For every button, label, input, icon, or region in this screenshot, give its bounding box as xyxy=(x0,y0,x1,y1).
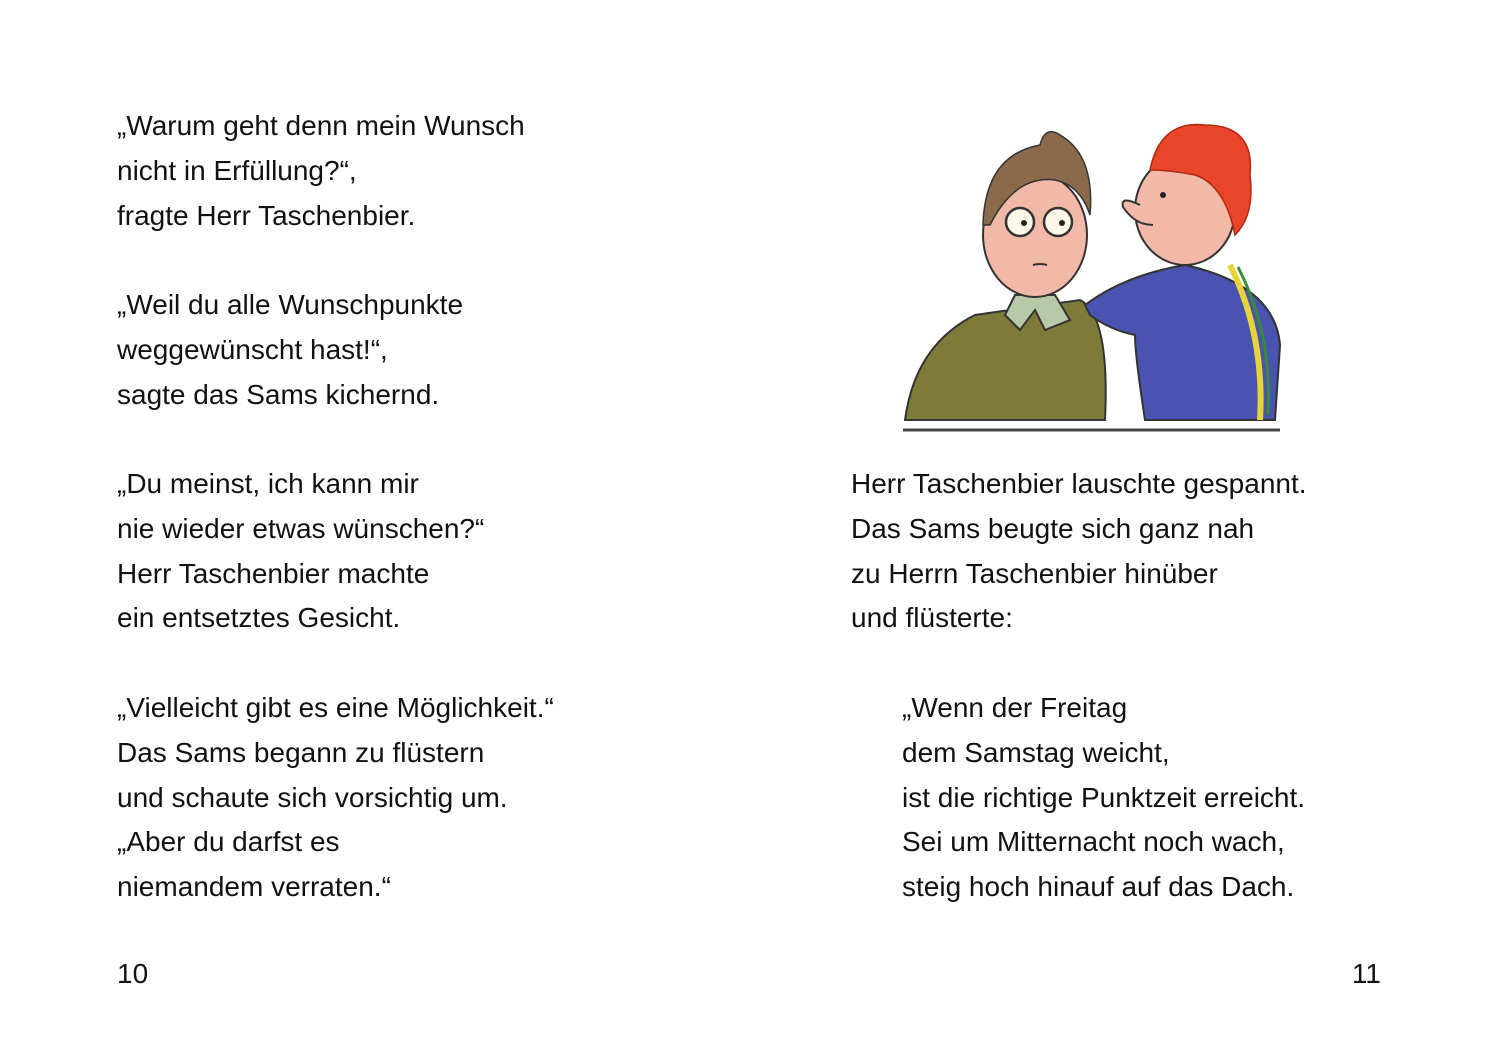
page-number-left: 10 xyxy=(117,958,149,989)
text-line: „Du meinst, ich kann mir xyxy=(117,468,419,499)
text-line: weggewünscht hast!“, xyxy=(117,333,388,365)
text-line: fragte Herr Taschenbier. xyxy=(117,199,416,231)
man-sweater xyxy=(905,300,1106,420)
illustration-whispering xyxy=(895,115,1295,440)
text-line: „Aber du darfst es xyxy=(117,826,340,858)
text-line: „Wenn der Freitag xyxy=(902,692,1128,723)
text-line: „Weil du alle Wunschpunkte xyxy=(117,289,464,320)
text-line: dem Samstag weicht, xyxy=(902,736,1170,768)
text-line: Herr Taschenbier lauschte gespannt. xyxy=(851,468,1307,499)
text-line: steig hoch hinauf auf das Dach. xyxy=(902,871,1295,903)
right-paragraph-1 xyxy=(851,462,1307,641)
text-line: ist die richtige Punktzeit erreicht. xyxy=(902,781,1306,813)
text-line: und flüsterte: xyxy=(851,602,1013,634)
left-paragraph-3 xyxy=(117,462,484,641)
text-line: ein entsetztes Gesicht. xyxy=(117,602,401,634)
text-line: „Vielleicht gibt es eine Möglichkeit.“ xyxy=(117,692,554,723)
text-line: und schaute sich vorsichtig um. xyxy=(117,781,508,813)
text-line: zu Herrn Taschenbier hinüber xyxy=(851,557,1218,589)
left-paragraph-4 xyxy=(117,686,554,910)
left-paragraph-1 xyxy=(117,104,525,238)
text-line: nie wieder etwas wünschen?“ xyxy=(117,512,485,544)
right-poem xyxy=(902,686,1305,910)
text-line: Das Sams beugte sich ganz nah xyxy=(851,512,1255,544)
text-line: Sei um Mitternacht noch wach, xyxy=(902,826,1285,858)
left-paragraph-2 xyxy=(117,283,463,417)
text-line: sagte das Sams kichernd. xyxy=(117,378,440,410)
text-line: „Warum geht denn mein Wunsch xyxy=(117,110,525,141)
page-number-right: 11 xyxy=(1351,958,1381,989)
text-line: nicht in Erfüllung?“, xyxy=(117,154,357,186)
text-line: Das Sams begann zu flüstern xyxy=(117,736,485,768)
text-line: Herr Taschenbier machte xyxy=(117,557,430,589)
text-line: niemandem verraten.“ xyxy=(117,871,391,903)
sams-jacket xyxy=(1085,265,1280,420)
